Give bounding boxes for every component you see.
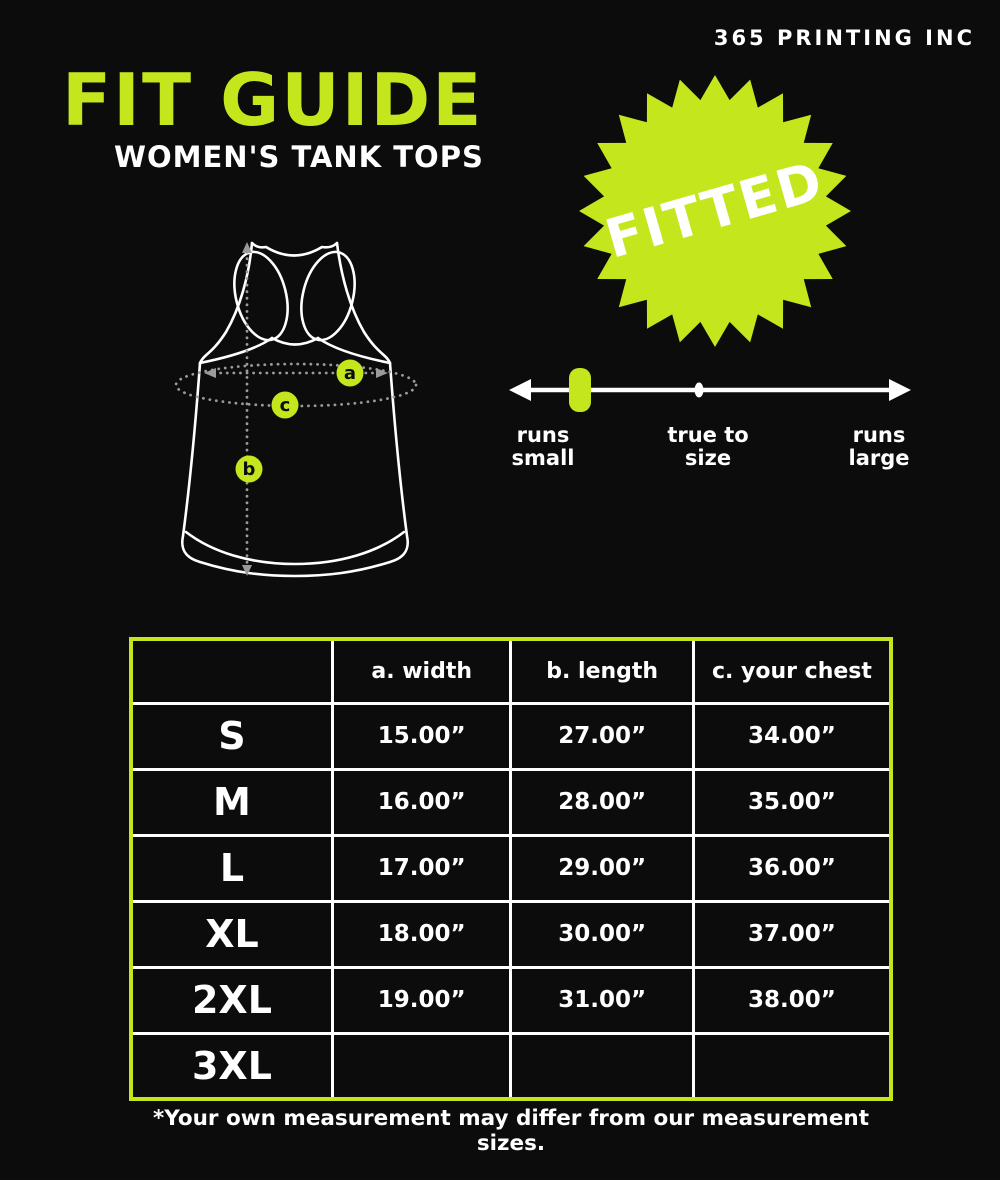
width-value: 19.00” [332, 967, 511, 1033]
scale-label-true-to-size-line1: true to [667, 423, 749, 447]
length-value: 29.00” [511, 835, 693, 901]
marker-a-letter: a [343, 363, 357, 384]
width-guide-arrow-left [204, 368, 216, 378]
footnote: *Your own measurement may differ from our measurement sizes. [153, 1106, 869, 1156]
table-row [131, 1033, 891, 1099]
tank-armhole-right [293, 246, 363, 345]
chest-value: 36.00” [693, 835, 891, 901]
size-table-header-chest: c. your chest [693, 639, 891, 703]
scale-label-true-to-size-line2: size [684, 445, 732, 470]
chest-value: 38.00” [693, 967, 891, 1033]
chest-value [693, 1033, 891, 1099]
chest-value: 35.00” [693, 769, 891, 835]
table-row [131, 901, 891, 967]
page-subtitle: WOMEN'S TANK TOPS [114, 140, 484, 174]
table-row [131, 769, 891, 835]
tank-back-panel-bottom [272, 338, 318, 345]
length-value: 30.00” [511, 901, 693, 967]
length-value: 28.00” [511, 769, 693, 835]
chest-value: 37.00” [693, 901, 891, 967]
table-row [131, 967, 891, 1033]
chest-value: 34.00” [693, 703, 891, 769]
scale-arrowhead-right [889, 379, 911, 401]
fit-scale [495, 352, 915, 482]
fit-scale-arrow [495, 352, 915, 422]
size-table-header-width: a. width [332, 639, 511, 703]
scale-label-runs-small [512, 424, 575, 469]
tank-hem-inner-line [186, 532, 404, 564]
tank-armhole-left [226, 246, 296, 345]
width-value: 15.00” [332, 703, 511, 769]
fitted-badge [578, 74, 852, 348]
page-title: FIT GUIDE [62, 58, 484, 142]
size-label: M [131, 769, 332, 835]
badge-label: FITTED [598, 148, 831, 271]
size-label: XL [131, 901, 332, 967]
size-label: S [131, 703, 332, 769]
width-value [332, 1033, 511, 1099]
scale-label-runs-small-line1: runs [516, 423, 570, 447]
scale-label-runs-large-line2: large [848, 445, 910, 470]
scale-center-dot [695, 383, 704, 398]
measure-marker-c [272, 392, 299, 419]
width-value: 16.00” [332, 769, 511, 835]
table-row [131, 703, 891, 769]
length-value: 27.00” [511, 703, 693, 769]
tank-neckline [252, 243, 337, 256]
size-table [129, 637, 893, 1101]
size-label: 2XL [131, 967, 332, 1033]
size-label: L [131, 835, 332, 901]
measure-marker-b [236, 456, 263, 483]
scale-label-runs-large-line1: runs [852, 423, 906, 447]
width-value: 18.00” [332, 901, 511, 967]
table-row [131, 835, 891, 901]
length-value [511, 1033, 693, 1099]
scale-label-true-to-size [667, 424, 748, 469]
marker-c-letter: c [279, 395, 291, 416]
size-table-header-size [131, 639, 332, 703]
length-value: 31.00” [511, 967, 693, 1033]
scale-label-runs-small-line2: small [511, 445, 575, 470]
fitted-badge-svg [578, 74, 852, 348]
tank-top-diagram [150, 228, 450, 588]
marker-b-letter: b [242, 459, 256, 480]
brand-name: 365 PRINTING INC [713, 26, 975, 50]
size-table-header-row [131, 639, 891, 703]
scale-position-marker [569, 368, 591, 412]
measure-marker-a [337, 360, 364, 387]
size-label: 3XL [131, 1033, 332, 1099]
size-table-header-length: b. length [511, 639, 693, 703]
width-value: 17.00” [332, 835, 511, 901]
scale-arrowhead-left [509, 379, 531, 401]
scale-label-runs-large [848, 424, 909, 469]
